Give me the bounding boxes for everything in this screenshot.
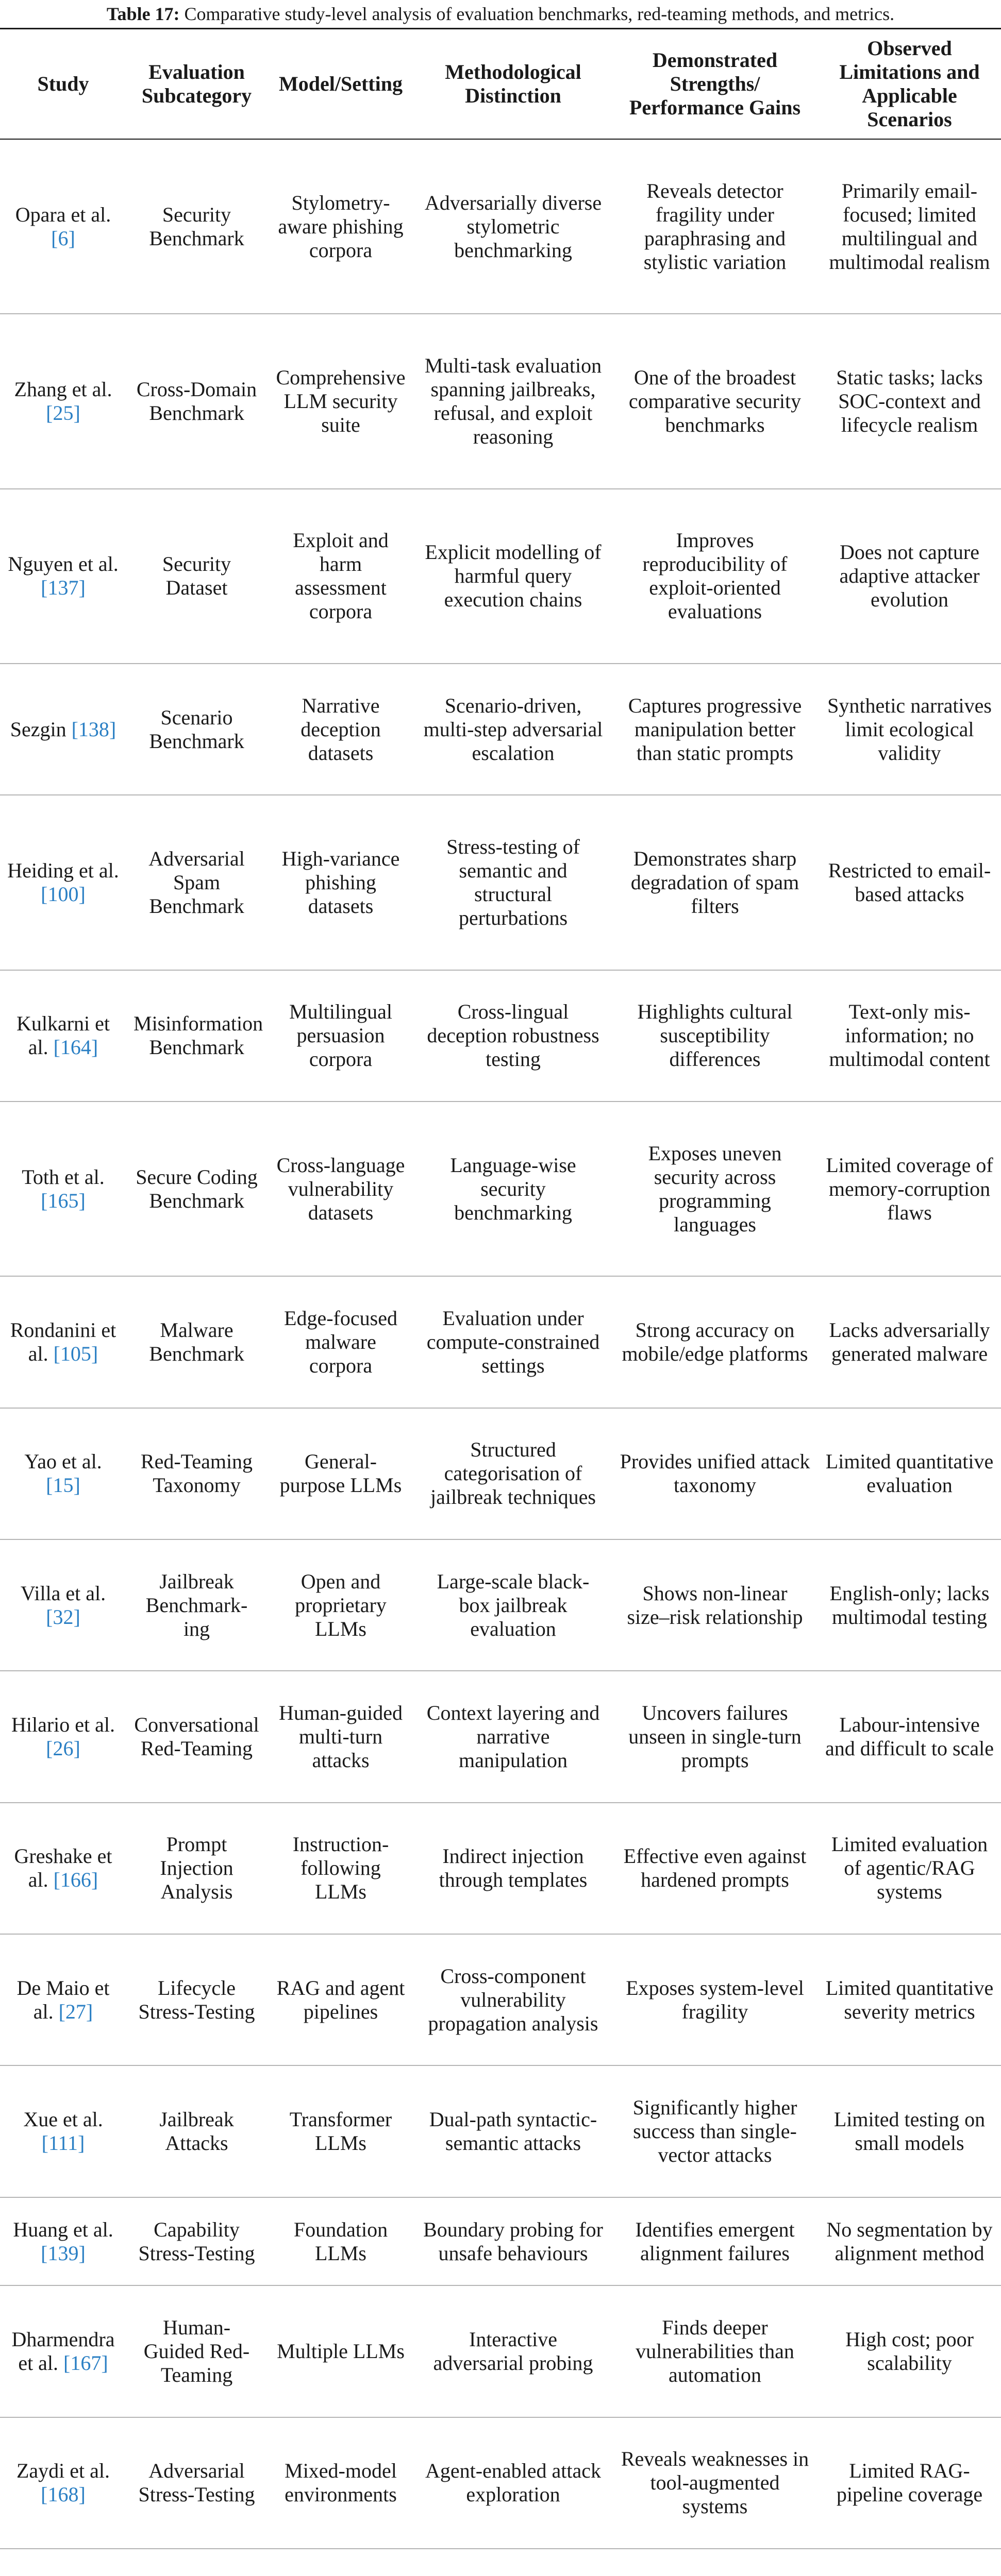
cell-strengths: Exposes uneven security across programming languages xyxy=(612,1101,818,1276)
cell-model-setting: Open and proprietary LLMs xyxy=(267,1539,414,1671)
cell-model-setting: General-purpose LLMs xyxy=(267,1408,414,1539)
cell-limitations: Restricted to email-based attacks xyxy=(818,795,1001,970)
study-author: Kulkarni et al. xyxy=(16,1012,110,1059)
citation-link[interactable]: [165] xyxy=(41,1189,86,1212)
cell-strengths: Exposes system-level fragility xyxy=(612,1934,818,2065)
table-row xyxy=(0,139,1001,314)
study-author: Xue et al. xyxy=(23,2108,103,2131)
table-row xyxy=(0,1803,1001,1934)
cell-study xyxy=(0,139,126,314)
cell-model-setting: Narrative deception datasets xyxy=(267,664,414,795)
cell-study xyxy=(0,1934,126,2065)
cell-strengths: One of the broadest comparative security benchmarks xyxy=(612,314,818,488)
cell-model-setting: Stylometry-aware phishing corpora xyxy=(267,139,414,314)
cell-limitations: Limited RAG-pipeline coverage xyxy=(818,2417,1001,2549)
table-row xyxy=(0,2285,1001,2417)
cell-study xyxy=(0,1101,126,1276)
study-author: De Maio et al. xyxy=(16,1976,110,2023)
cell-method: Language-wise security benchmarking xyxy=(414,1101,612,1276)
cell-method xyxy=(414,2549,612,2576)
cell-subcategory: Malware Benchmark xyxy=(126,1276,267,1408)
study-author: Hilario et al. xyxy=(11,1713,115,1737)
cell-method: Structured categorisation of jailbreak techniques xyxy=(414,1408,612,1539)
study-author: Greshake et al. xyxy=(14,1844,112,1892)
cell-method: Stress-testing of semantic and structural perturbations xyxy=(414,795,612,970)
cell-limitations: Limited quantitative evaluation xyxy=(818,1408,1001,1539)
cell-strengths: Reveals weaknesses in tool-augmented systems xyxy=(612,2417,818,2549)
study-author: Yao et al. xyxy=(24,1450,102,1473)
study-author: Nguyen et al. xyxy=(8,552,119,576)
cell-method: Cross-lingual deception robustness testing xyxy=(414,970,612,1101)
cell-subcategory: Cross-Domain Benchmark xyxy=(126,314,267,488)
cell-strengths: Effective even against hardened prompts xyxy=(612,1803,818,1934)
citation-link[interactable]: [166] xyxy=(53,1868,98,1892)
cell-study xyxy=(0,970,126,1101)
study-author: Villa et al. xyxy=(20,1581,106,1605)
table-row xyxy=(0,1101,1001,1276)
caption-label: Table 17: xyxy=(106,4,180,24)
cell-method: Context layering and narrative manipulation xyxy=(414,1671,612,1802)
cell-limitations: Static tasks; lacks SOC-context and lifecycle realism xyxy=(818,314,1001,488)
cell-limitations: Text-only mis-information; no multimodal content xyxy=(818,970,1001,1101)
table-row xyxy=(0,2197,1001,2285)
header-strengths: Demonstrated Strengths/ Performance Gains xyxy=(612,29,818,139)
cell-study xyxy=(0,2065,126,2197)
cell-model-setting: RAG and agent pipelines xyxy=(267,1934,414,2065)
cell-study xyxy=(0,2417,126,2549)
header-model-setting: Model/Setting xyxy=(267,29,414,139)
cell-method: Scenario-driven, multi-step adversarial escalation xyxy=(414,664,612,795)
citation-link[interactable]: [138] xyxy=(71,717,116,741)
cell-subcategory: Red-Teaming Taxonomy xyxy=(126,1408,267,1539)
cell-model-setting: Multilingual persuasion corpora xyxy=(267,970,414,1101)
cell-subcategory: Scenario Benchmark xyxy=(126,664,267,795)
table-body xyxy=(0,139,1001,2576)
citation-link[interactable]: [167] xyxy=(63,2351,108,2375)
cell-model-setting: Transformer LLMs xyxy=(267,2065,414,2197)
table-row xyxy=(0,314,1001,488)
cell-subcategory: Secure Coding Benchmark xyxy=(126,1101,267,1276)
cell-subcategory xyxy=(126,2549,267,2576)
study-author: Sezgin xyxy=(10,717,66,741)
cell-subcategory: Adversarial Spam Benchmark xyxy=(126,795,267,970)
study-author: Zhang et al. xyxy=(14,377,112,401)
cell-study xyxy=(0,314,126,488)
citation-link[interactable]: [137] xyxy=(41,576,86,600)
cell-method: Large-scale black-box jailbreak evaluation xyxy=(414,1539,612,1671)
table-row xyxy=(0,2065,1001,2197)
table-caption xyxy=(0,2,1001,26)
cell-model-setting: Comprehensive LLM security suite xyxy=(267,314,414,488)
cell-strengths: Shows non-linear size–risk relationship xyxy=(612,1539,818,1671)
header-row xyxy=(0,29,1001,139)
cell-subcategory: Misinformation Benchmark xyxy=(126,970,267,1101)
cell-method: Cross-component vulnerability propagation analysis xyxy=(414,1934,612,2065)
cell-model-setting: Cross-language vulnerability datasets xyxy=(267,1101,414,1276)
citation-link[interactable]: [111] xyxy=(41,2131,85,2155)
cell-study xyxy=(0,795,126,970)
cell-model-setting: High-variance phishing datasets xyxy=(267,795,414,970)
cell-strengths: Captures progressive manipulation better than static prompts xyxy=(612,664,818,795)
citation-link[interactable]: [164] xyxy=(53,1036,98,1059)
table-row xyxy=(0,489,1001,664)
cell-subcategory: Jailbreak Benchmark-ing xyxy=(126,1539,267,1671)
cell-model-setting: Foundation LLMs xyxy=(267,2197,414,2285)
header-limitations: Observed Limitations and Applicable Scenarios xyxy=(818,29,1001,139)
cell-strengths: Demonstrates sharp degradation of spam filters xyxy=(612,795,818,970)
cell-subcategory: Security Dataset xyxy=(126,489,267,664)
table-row xyxy=(0,664,1001,795)
header-study: Study xyxy=(0,29,126,139)
citation-link[interactable]: [15] xyxy=(46,1473,80,1497)
cell-method: Evaluation under compute-constrained settings xyxy=(414,1276,612,1408)
cell-method: Dual-path syntactic-semantic attacks xyxy=(414,2065,612,2197)
table-row xyxy=(0,2549,1001,2576)
cell-model-setting: Multiple LLMs xyxy=(267,2285,414,2417)
cell-limitations: Lacks adversarially generated malware xyxy=(818,1276,1001,1408)
cell-limitations: Does not capture adaptive attacker evolution xyxy=(818,489,1001,664)
cell-study xyxy=(0,1276,126,1408)
header-methodological-distinction: Methodological Distinction xyxy=(414,29,612,139)
cell-subcategory: Jailbreak Attacks xyxy=(126,2065,267,2197)
citation-link[interactable]: [6] xyxy=(51,226,75,250)
cell-subcategory: Human-Guided Red-Teaming xyxy=(126,2285,267,2417)
cell-strengths: Finds deeper vulnerabilities than automation xyxy=(612,2285,818,2417)
citation-link[interactable]: [25] xyxy=(46,401,80,425)
cell-model-setting: Edge-focused malware corpora xyxy=(267,1276,414,1408)
cell-limitations: Limited coverage of memory-corruption flaws xyxy=(818,1101,1001,1276)
table-row xyxy=(0,1671,1001,1802)
citation-link[interactable]: [32] xyxy=(46,1605,80,1629)
cell-study xyxy=(0,1408,126,1539)
cell-strengths: Significantly higher success than single-vector attacks xyxy=(612,2065,818,2197)
citation-link[interactable]: [27] xyxy=(58,1999,93,2023)
cell-strengths: Highlights cultural susceptibility differences xyxy=(612,970,818,1101)
table-header xyxy=(0,29,1001,139)
cell-study xyxy=(0,1671,126,1802)
study-author: Opara et al. xyxy=(15,202,111,226)
cell-limitations: Synthetic narratives limit ecological validity xyxy=(818,664,1001,795)
cell-limitations: Labour-intensive and difficult to scale xyxy=(818,1671,1001,1802)
cell-study xyxy=(0,2549,126,2576)
cell-method: Explicit modelling of harmful query execution chains xyxy=(414,489,612,664)
study-author: Huang et al. xyxy=(13,2217,113,2241)
cell-model-setting: Exploit and harm assessment corpora xyxy=(267,489,414,664)
cell-subcategory: Capability Stress-Testing xyxy=(126,2197,267,2285)
study-author: Dharmendra et al. xyxy=(11,2328,115,2375)
study-author: Toth et al. xyxy=(22,1165,105,1189)
comparison-table xyxy=(0,29,1001,2576)
study-author: Rondanini et al. xyxy=(10,1318,116,1365)
cell-method: Multi-task evaluation spanning jailbreaks, refusal, and exploit reasoning xyxy=(414,314,612,488)
cell-limitations: Limited testing on small models xyxy=(818,2065,1001,2197)
table-row xyxy=(0,1539,1001,1671)
cell-method: Adversarially diverse stylometric benchmarking xyxy=(414,139,612,314)
cell-method: Boundary probing for unsafe behaviours xyxy=(414,2197,612,2285)
cell-limitations xyxy=(818,2549,1001,2576)
table-row xyxy=(0,795,1001,970)
cell-subcategory: Security Benchmark xyxy=(126,139,267,314)
cell-strengths: Reveals detector fragility under paraphrasing and stylistic variation xyxy=(612,139,818,314)
cell-limitations: Primarily email-focused; limited multilingual and multimodal realism xyxy=(818,139,1001,314)
study-author: Heiding et al. xyxy=(7,858,119,882)
cell-strengths: Identifies emergent alignment failures xyxy=(612,2197,818,2285)
cell-study xyxy=(0,2285,126,2417)
citation-link[interactable]: [168] xyxy=(41,2483,86,2506)
citation-link[interactable]: [105] xyxy=(53,1342,98,1365)
table-row xyxy=(0,1934,1001,2065)
cell-limitations: English-only; lacks multimodal testing xyxy=(818,1539,1001,1671)
cell-method: Interactive adversarial probing xyxy=(414,2285,612,2417)
citation-link[interactable]: [139] xyxy=(41,2241,86,2265)
cell-limitations: Limited quantitative severity metrics xyxy=(818,1934,1001,2065)
cell-study xyxy=(0,664,126,795)
cell-strengths xyxy=(612,2549,818,2576)
cell-strengths: Improves reproducibility of exploit-oriented evaluations xyxy=(612,489,818,664)
cell-subcategory: Adversarial Stress-Testing xyxy=(126,2417,267,2549)
cell-model-setting: Mixed-model environments xyxy=(267,2417,414,2549)
citation-link[interactable]: [100] xyxy=(41,882,86,906)
cell-study xyxy=(0,1539,126,1671)
table-row xyxy=(0,1276,1001,1408)
table-row xyxy=(0,970,1001,1101)
table-row xyxy=(0,1408,1001,1539)
cell-study xyxy=(0,1803,126,1934)
table-row xyxy=(0,2417,1001,2549)
header-subcategory: Evaluation Subcategory xyxy=(126,29,267,139)
cell-study xyxy=(0,489,126,664)
cell-limitations: Limited evaluation of agentic/RAG systems xyxy=(818,1803,1001,1934)
cell-subcategory: Conversational Red-Teaming xyxy=(126,1671,267,1802)
cell-subcategory: Lifecycle Stress-Testing xyxy=(126,1934,267,2065)
cell-limitations: No segmentation by alignment method xyxy=(818,2197,1001,2285)
cell-strengths: Provides unified attack taxonomy xyxy=(612,1408,818,1539)
cell-model-setting xyxy=(267,2549,414,2576)
cell-method: Agent-enabled attack exploration xyxy=(414,2417,612,2549)
cell-strengths: Uncovers failures unseen in single-turn prompts xyxy=(612,1671,818,1802)
caption-text: Comparative study-level analysis of evaluation benchmarks, red-teaming methods, and metrics. xyxy=(184,4,895,24)
cell-strengths: Strong accuracy on mobile/edge platforms xyxy=(612,1276,818,1408)
cell-model-setting: Human-guided multi-turn attacks xyxy=(267,1671,414,1802)
citation-link[interactable]: [26] xyxy=(46,1737,80,1760)
cell-method: Indirect injection through templates xyxy=(414,1803,612,1934)
cell-model-setting: Instruction-following LLMs xyxy=(267,1803,414,1934)
cell-study xyxy=(0,2197,126,2285)
study-author: Zaydi et al. xyxy=(16,2459,110,2483)
cell-limitations: High cost; poor scalability xyxy=(818,2285,1001,2417)
cell-subcategory: Prompt Injection Analysis xyxy=(126,1803,267,1934)
